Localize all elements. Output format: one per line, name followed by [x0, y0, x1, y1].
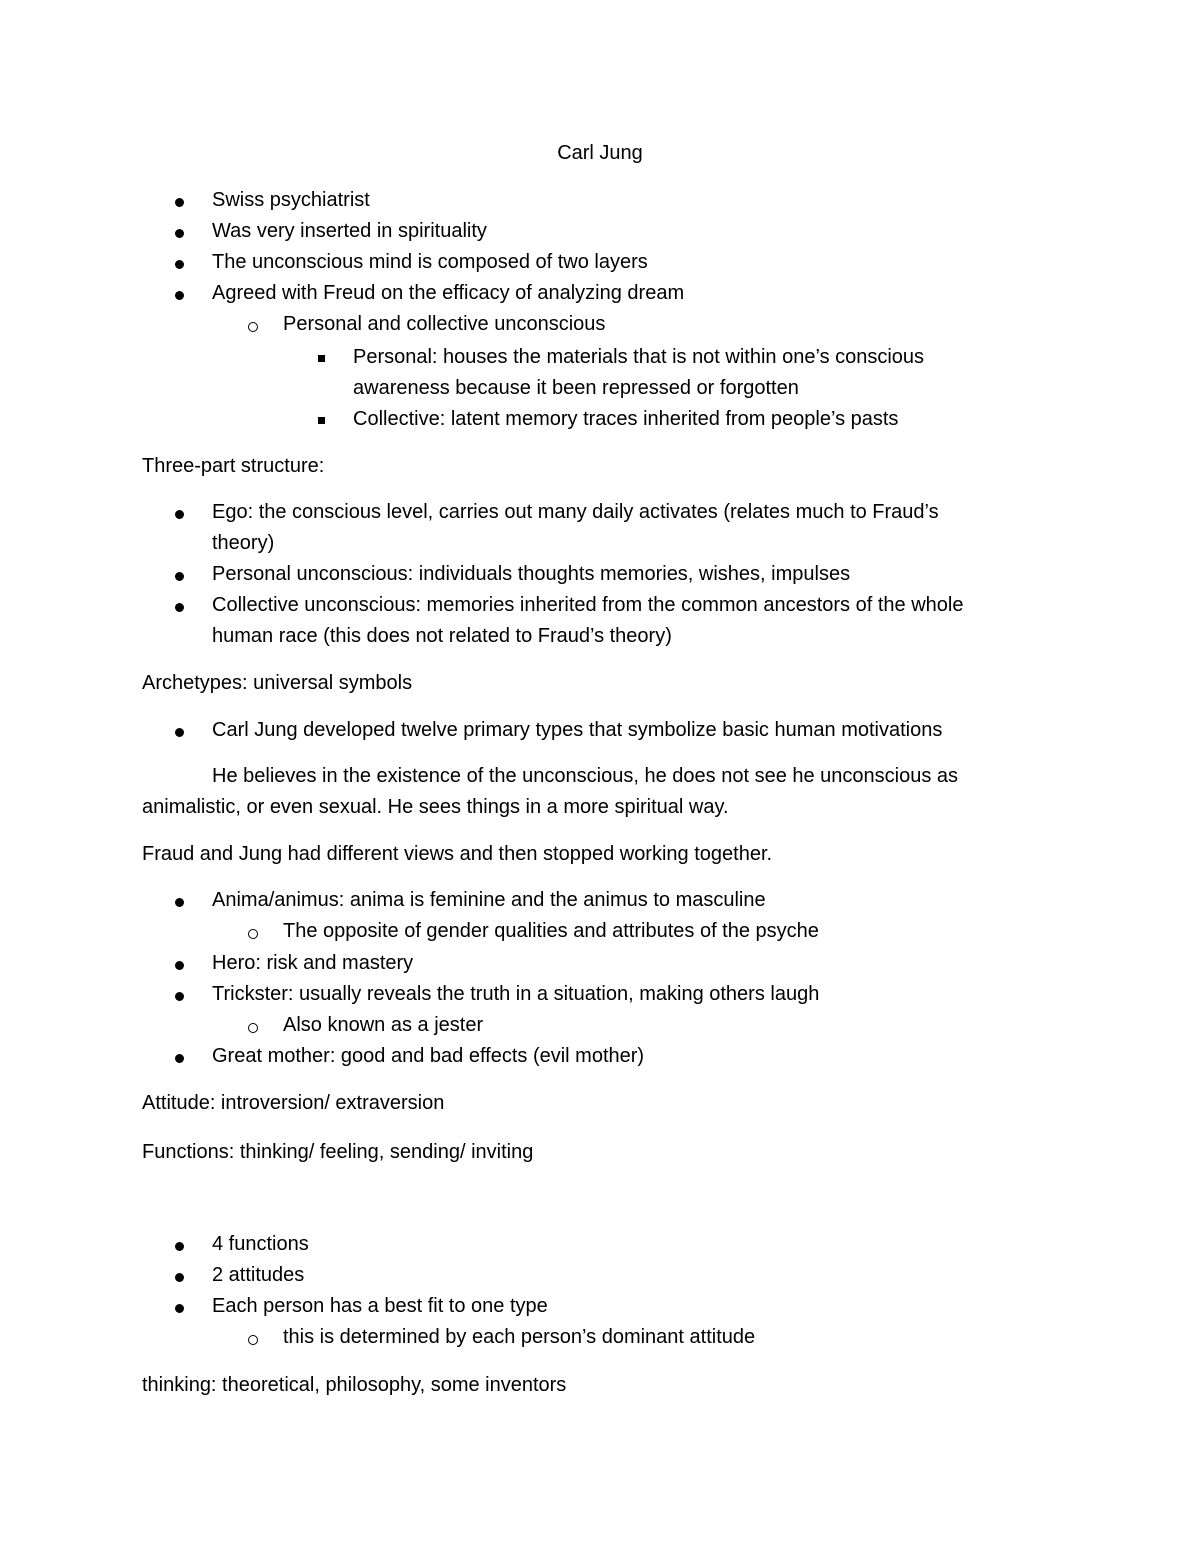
paragraph-fraud-jung: Fraud and Jung had different views and then stopped working together. [142, 843, 773, 865]
list-item: Anima/animus: anima is feminine and the animus to masculine [212, 889, 766, 911]
bullet-disc-icon [175, 1304, 184, 1313]
bullet-disc-icon [175, 510, 184, 519]
bullet-disc-icon [175, 291, 184, 300]
paragraph-line: animalistic, or even sexual. He sees things in a more spiritual way. [142, 796, 729, 818]
list-item: 4 functions [212, 1233, 309, 1255]
list-item: Swiss psychiatrist [212, 189, 370, 211]
bullet-circle-icon [248, 322, 258, 332]
bullet-square-icon [318, 355, 325, 362]
bullet-disc-icon [175, 1242, 184, 1251]
bullet-disc-icon [175, 1273, 184, 1282]
list-item: Collective unconscious: memories inherited from the common ancestors of the whole [212, 594, 964, 616]
bullet-disc-icon [175, 1054, 184, 1063]
bullet-disc-icon [175, 992, 184, 1001]
sub-list-item: Also known as a jester [283, 1014, 484, 1036]
list-item: The unconscious mind is composed of two layers [212, 251, 648, 273]
bullet-circle-icon [248, 929, 258, 939]
list-item: Carl Jung developed twelve primary types that symbolize basic human motivations [212, 719, 943, 741]
bullet-disc-icon [175, 198, 184, 207]
list-item: 2 attitudes [212, 1264, 305, 1286]
section-heading-three-part: Three-part structure: [142, 455, 325, 477]
attitude-line: Attitude: introversion/ extraversion [142, 1092, 445, 1114]
section-heading-archetypes: Archetypes: universal symbols [142, 672, 413, 694]
list-item: Great mother: good and bad effects (evil mother) [212, 1045, 645, 1067]
sub-list-item: The opposite of gender qualities and attributes of the psyche [283, 920, 819, 942]
bullet-disc-icon [175, 728, 184, 737]
list-item: Was very inserted in spirituality [212, 220, 487, 242]
thinking-line: thinking: theoretical, philosophy, some inventors [142, 1374, 567, 1396]
list-item: Hero: risk and mastery [212, 952, 414, 974]
list-item: Trickster: usually reveals the truth in a situation, making others laugh [212, 983, 820, 1005]
bullet-circle-icon [248, 1335, 258, 1345]
bullet-disc-icon [175, 572, 184, 581]
list-item-continued: human race (this does not related to Fraud’s theory) [212, 625, 672, 647]
list-item: Agreed with Freud on the efficacy of analyzing dream [212, 282, 685, 304]
list-item: Ego: the conscious level, carries out many daily activates (relates much to Fraud’s [212, 501, 939, 523]
sub-sub-list-item-continued: awareness because it been repressed or forgotten [353, 377, 799, 399]
sub-list-item: this is determined by each person’s dominant attitude [283, 1326, 756, 1348]
bullet-square-icon [318, 417, 325, 424]
list-item: Each person has a best fit to one type [212, 1295, 548, 1317]
paragraph-line: He believes in the existence of the unconscious, he does not see he unconscious as [212, 765, 959, 787]
bullet-disc-icon [175, 603, 184, 612]
functions-line: Functions: thinking/ feeling, sending/ inviting [142, 1141, 534, 1163]
bullet-disc-icon [175, 260, 184, 269]
bullet-disc-icon [175, 229, 184, 238]
bullet-circle-icon [248, 1023, 258, 1033]
bullet-disc-icon [175, 961, 184, 970]
sub-list-item: Personal and collective unconscious [283, 313, 606, 335]
bullet-disc-icon [175, 898, 184, 907]
sub-sub-list-item: Collective: latent memory traces inherited from people’s pasts [353, 408, 899, 430]
list-item: Personal unconscious: individuals thoughts memories, wishes, impulses [212, 563, 851, 585]
document-title: Carl Jung [557, 142, 643, 164]
list-item-continued: theory) [212, 532, 275, 554]
sub-sub-list-item: Personal: houses the materials that is not within one’s conscious [353, 346, 925, 368]
